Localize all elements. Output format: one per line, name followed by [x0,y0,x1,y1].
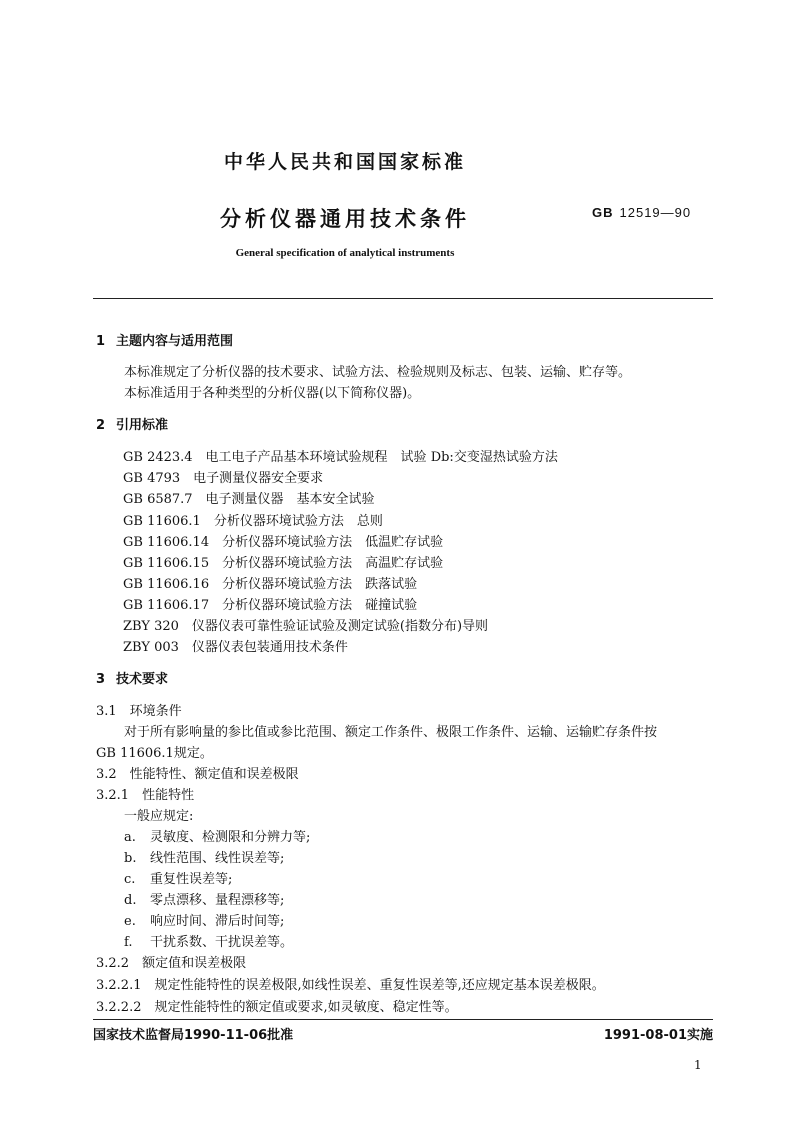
list-letter: c. [124,872,136,887]
subsection-3-1-paragraph-continued: GB 11606.1规定。 [96,746,213,761]
standard-prefix: GB [592,205,614,220]
list-item [124,868,232,887]
subsection-3-1-heading: 3.1 环境条件 [96,704,182,719]
list-item [124,826,310,845]
section-3-heading [96,668,168,687]
reference-item: GB 11606.1 分析仪器环境试验方法 总则 [123,514,383,529]
section-1-number: 1 [96,334,106,349]
list-text: 线性范围、线性误差等; [150,851,285,866]
section-1-title: 主题内容与适用范围 [116,334,234,349]
section-3-title: 技术要求 [116,672,169,687]
clause-3-2-2-2: 3.2.2.2 规定性能特性的额定值或要求,如灵敏度、稳定性等。 [96,1000,458,1015]
footer-divider [93,1019,713,1020]
clause-3-2-2-1: 3.2.2.1 规定性能特性的误差极限,如线性误差、重复性误差等,还应规定基本误差极限。 [96,978,605,993]
reference-item: GB 11606.14 分析仪器环境试验方法 低温贮存试验 [123,535,444,550]
standard-number [592,205,691,220]
list-letter: e. [124,914,136,929]
list-item [124,847,284,866]
english-title: General specification of analytical instruments [235,247,455,259]
list-letter: a. [124,830,136,845]
section-2-title: 引用标准 [116,418,169,433]
reference-item: GB 11606.15 分析仪器环境试验方法 高温贮存试验 [123,556,444,571]
reference-item: GB 6587.7 电子测量仪器 基本安全试验 [123,492,375,507]
list-text: 零点漂移、量程漂移等; [150,893,285,908]
document-title: 分析仪器通用技术条件 [220,207,470,231]
national-standard-title: 中华人民共和国国家标准 [223,151,466,173]
reference-item: GB 4793 电子测量仪器安全要求 [123,471,324,486]
reference-item: GB 11606.17 分析仪器环境试验方法 碰撞试验 [123,598,418,613]
subsection-3-1-paragraph: 对于所有影响量的参比值或参比范围、额定工作条件、极限工作条件、运输、运输贮存条件按 [124,725,658,740]
section-3-number: 3 [96,672,106,687]
subsection-3-2-heading: 3.2 性能特性、额定值和误差极限 [96,767,299,782]
section-2-number: 2 [96,418,106,433]
list-text: 干扰系数、干扰误差等。 [150,935,294,950]
subsection-3-2-2-heading: 3.2.2 额定值和误差极限 [96,956,247,971]
reference-item: GB 2423.4 电工电子产品基本环境试验规程 试验 Db:交变湿热试验方法 [123,450,558,465]
approval-date: 国家技术监督局1990-11-06批准 [93,1028,294,1043]
standard-code: 12519—90 [619,205,692,220]
section-1-paragraph-2: 本标准适用于各种类型的分析仪器(以下简称仪器)。 [124,386,421,401]
list-text: 响应时间、滞后时间等; [150,914,285,929]
list-letter: d. [124,893,137,908]
section-1-paragraph-1: 本标准规定了分析仪器的技术要求、试验方法、检验规则及标志、包装、运输、贮存等。 [124,365,632,380]
list-item [124,910,284,929]
list-text: 重复性误差等; [150,872,233,887]
list-letter: f. [124,935,133,950]
list-item [124,889,284,908]
page-number: 1 [694,1058,702,1072]
effective-date: 1991-08-01实施 [603,1028,713,1043]
subsection-3-2-1-intro: 一般应规定: [124,809,194,824]
section-1-heading [96,330,233,349]
subsection-3-2-1-heading: 3.2.1 性能特性 [96,788,195,803]
reference-item: ZBY 003 仪器仪表包装通用技术条件 [123,640,348,655]
list-letter: b. [124,851,137,866]
reference-item: GB 11606.16 分析仪器环境试验方法 跌落试验 [123,577,418,592]
section-2-heading [96,414,168,433]
reference-item: ZBY 320 仪器仪表可靠性验证试验及测定试验(指数分布)导则 [123,619,489,634]
header-divider [93,298,713,299]
list-item [124,931,293,950]
list-text: 灵敏度、检测限和分辨力等; [150,830,311,845]
